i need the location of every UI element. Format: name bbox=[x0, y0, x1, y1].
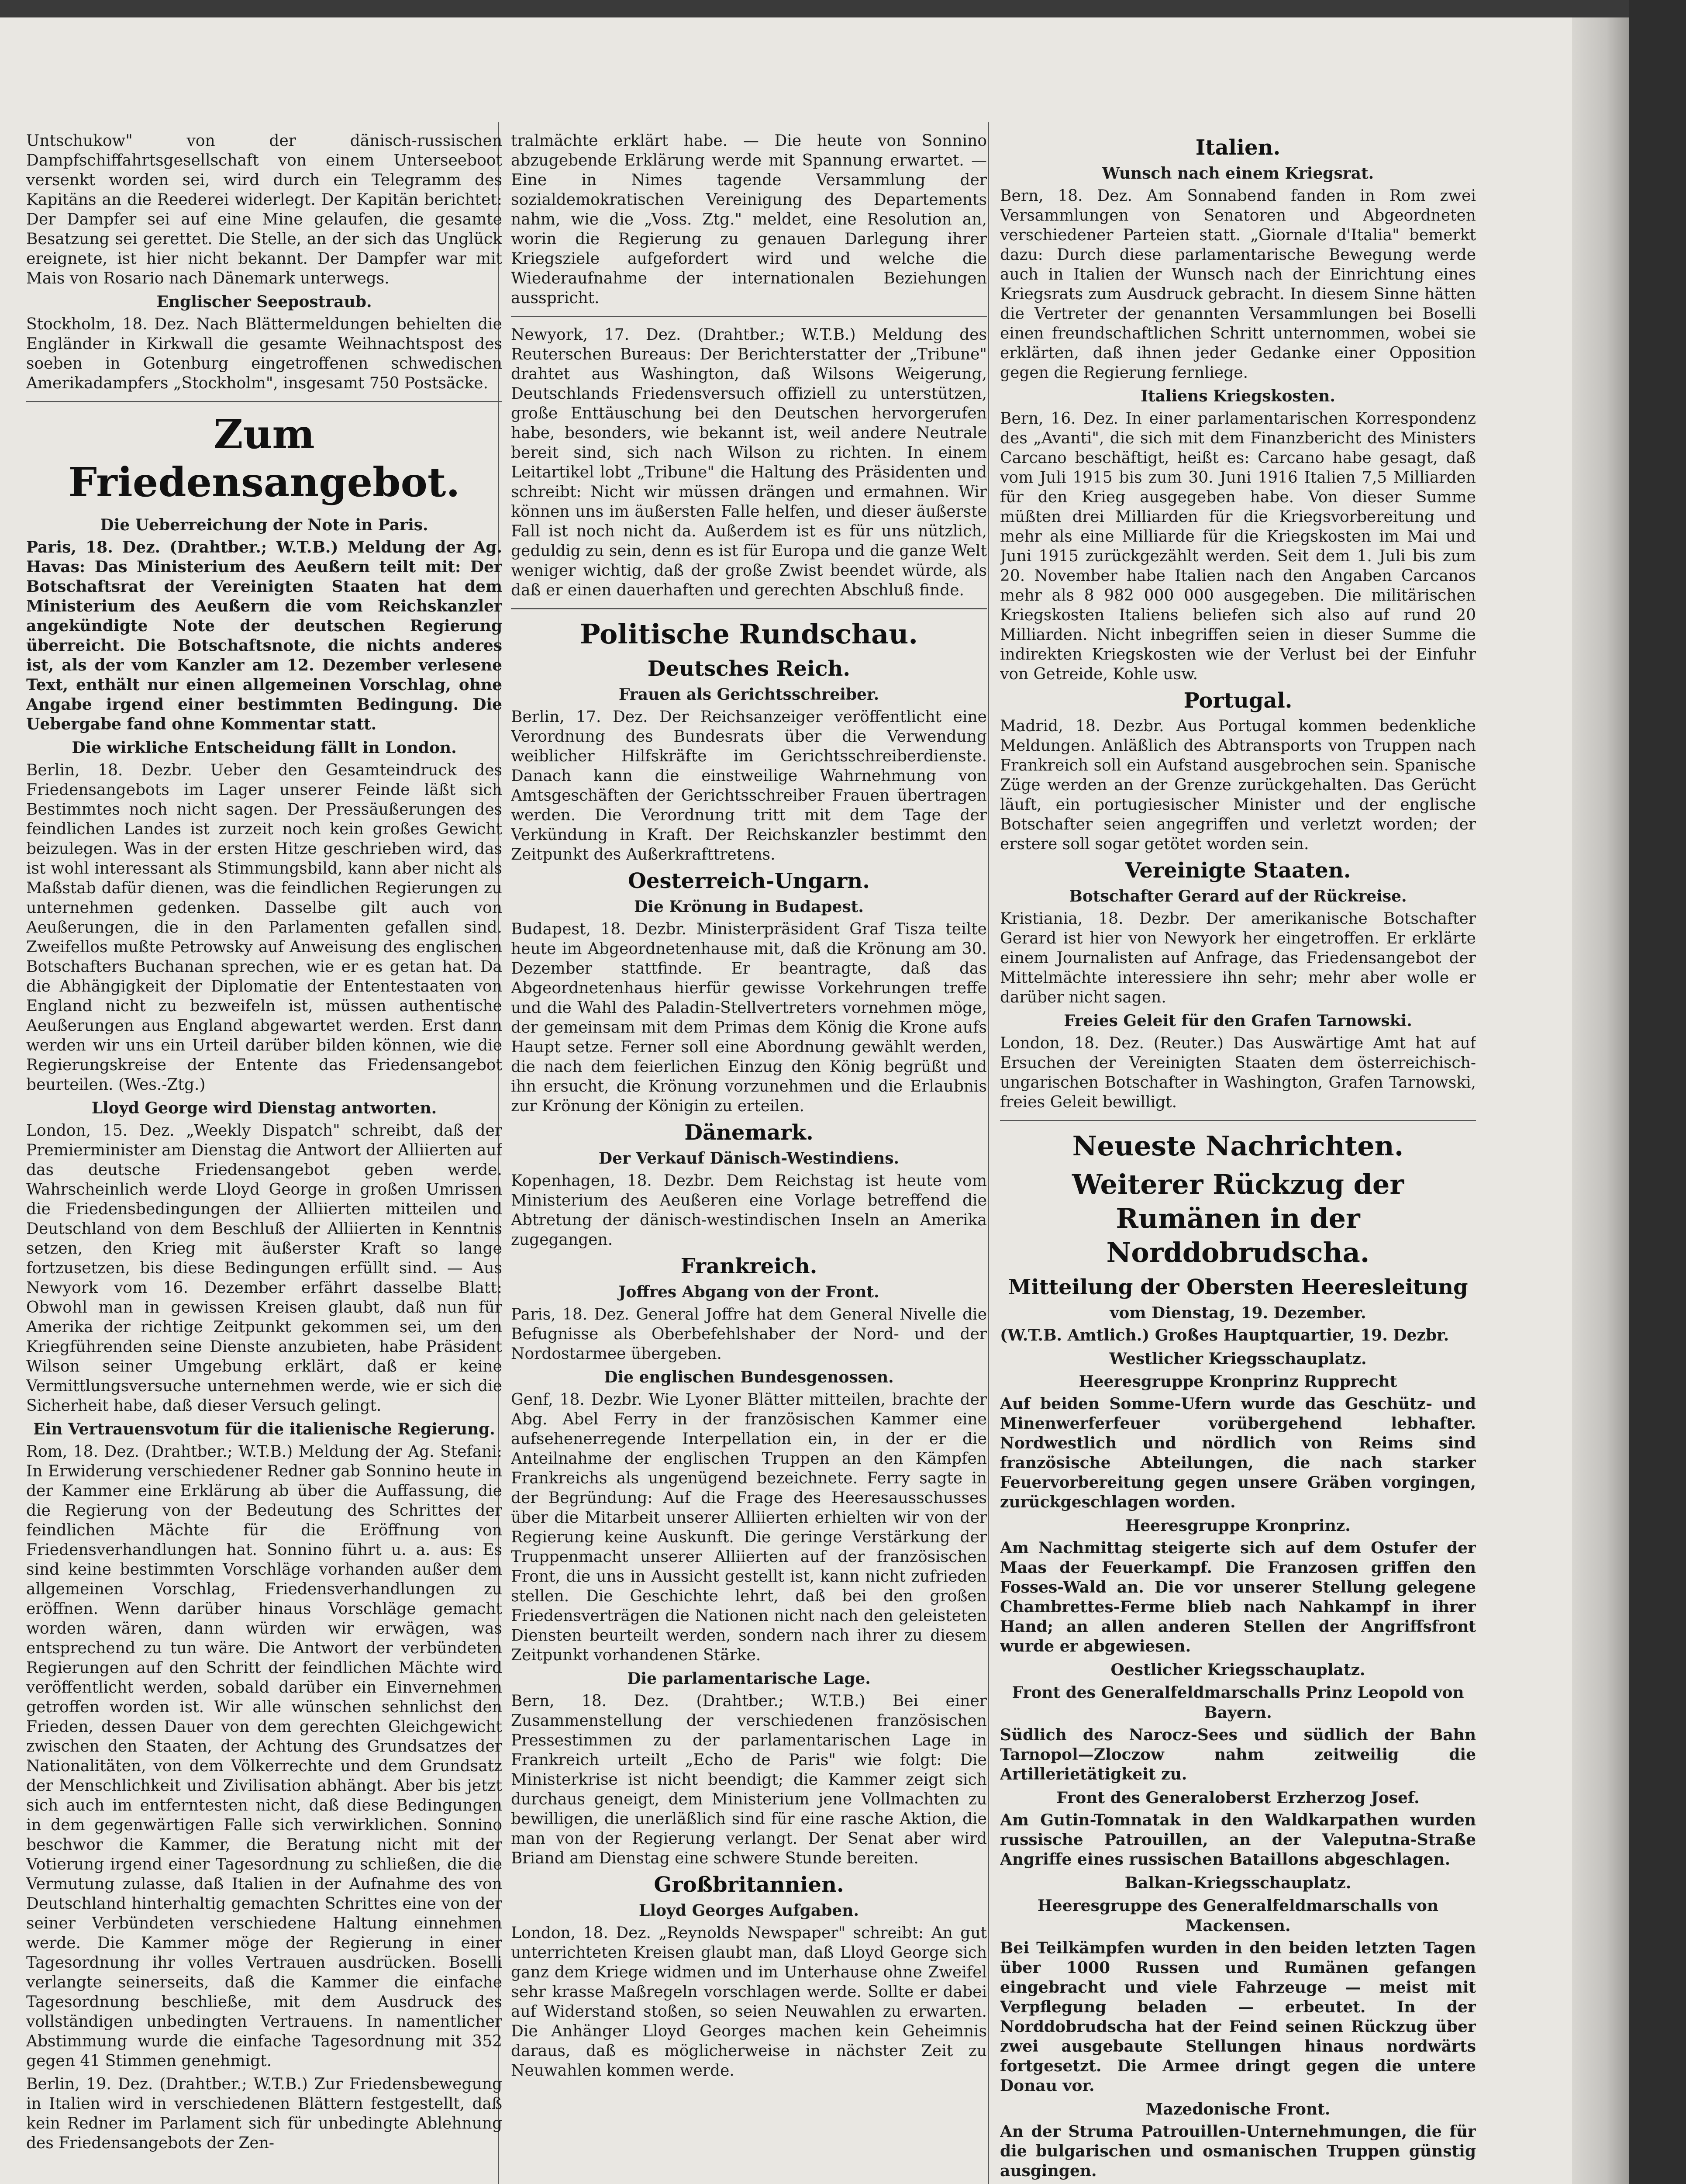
article-subheading: Heeresgruppe Kronprinz Rupprecht bbox=[1079, 1372, 1397, 1391]
article-paragraph: Bei Teilkämpfen wurden in den beiden letzten Tagen über 1000 Russen und Rumänen gefangen eingebracht und viele Fahrzeuge — meist mit Verpflegung beladen — erbeutet. In der Norddobrudscha hat der Feind seinen Rückzug über zwei ausgebaute Stellungen hinaus nordwärts fortgesetzt. Die Armee dringt gegen die untere Donau vor. bbox=[1000, 1939, 1476, 2095]
column-divider bbox=[988, 122, 989, 2184]
article-subheading: Ein Vertrauensvotum für die italienische Regierung. bbox=[33, 1420, 495, 1438]
article-subheading: Die Ueberreichung der Note in Paris. bbox=[100, 516, 428, 534]
article-subheading: Der Verkauf Dänisch-Westindiens. bbox=[598, 1149, 900, 1168]
article-paragraph: Paris, 18. Dez. (Drahtber.; W.T.B.) Meldung der Ag. Havas: Das Ministerium des Aeußern teilt mit: Der Botschaftsrat der Vereinigten Staaten hat dem Ministerium des Aeußern die vom Reichskanzler angekündigte Note der deutschen Regierung überreicht. Die Botschaftsnote, die nichts anderes ist, als der vom Kanzler am 12. Dezember verlesene Text, enthält nur einen allgemeinen Vorschlag, ohne Angabe irgend einer bestimmten Bedingung. Die Uebergabe fand ohne Kommentar statt. bbox=[26, 538, 502, 733]
section-headline: Weiterer Rückzug der Rumänen in der Norddobrudscha. bbox=[1072, 1168, 1404, 1268]
section-headline: Neueste Nachrichten. bbox=[1072, 1130, 1404, 1162]
article-subheading: Italiens Kriegskosten. bbox=[1141, 387, 1335, 405]
section-rule bbox=[511, 608, 987, 609]
column-1 bbox=[26, 131, 502, 2184]
article-subheading: Lloyd Georges Aufgaben. bbox=[639, 1901, 859, 1920]
section-title: Vereinigte Staaten. bbox=[1125, 858, 1351, 883]
article-paragraph: Stockholm, 18. Dez. Nach Blättermeldungen behielten die Engländer in Kirkwall die gesamte Weihnachtspost des soeben in Gotenburg eingetroffenen schwedischen Amerikadampfers „Stockholm", insgesamt 750 Postsäcke. bbox=[26, 315, 502, 392]
article-paragraph: Budapest, 18. Dezbr. Ministerpräsident Graf Tisza teilte heute im Abgeordnetenhause mit, daß die Krönung am 30. Dezember stattfinde. Er beantragte, daß das Abgeordnetenhaus hierfür gewisse Vorkehrungen treffe und die Wahl des Paladin-Stellvertreters vornehmen möge, der gemeinsam mit dem Primas dem König die Krone aufs Haupt setze. Ferner soll eine Abordnung gewählt werden, die nach dem feierlichen Einzug den König begrüßt und ihn ersucht, die Krönung vorzunehmen und die Erlaubnis zur Krönung der Königin zu erteilen. bbox=[511, 920, 987, 1115]
article-subheading: vom Dienstag, 19. Dezember. bbox=[1110, 1304, 1366, 1322]
article-subheading: Mazedonische Front. bbox=[1145, 2100, 1331, 2118]
article-paragraph: Berlin, 19. Dez. (Drahtber.; W.T.B.) Zur Friedensbewegung in Italien wird in verschiedenen Blättern festgestellt, daß kein Redner im Parlament sich für unbedingte Ablehnung des Friedensangebots der Zen- bbox=[26, 2075, 502, 2152]
article-paragraph: Berlin, 17. Dez. Der Reichsanzeiger veröffentlicht eine Verordnung des Bundesrats über die Verwendung weiblicher Hilfskräfte im Gerichtsschreiberdienste. Danach kann die einstweilige Wahrnehmung von Amtsgeschäften der Gerichtsschreiber Frauen übertragen werden. Die Verordnung tritt mit dem Tage der Verkündung in Kraft. Der Reichskanzler bestimmt den Zeitpunkt des Außerkrafttretens. bbox=[511, 708, 987, 864]
section-title: Italien. bbox=[1195, 135, 1281, 160]
scan-border bbox=[1629, 0, 1686, 2184]
article-paragraph: Am Gutin-Tomnatak in den Waldkarpathen wurden russische Patrouillen, an der Valeputna-Straße Angriffe eines russischen Bataillons abgeschlagen. bbox=[1000, 1811, 1476, 1869]
article-subheading: Wunsch nach einem Kriegsrat. bbox=[1102, 164, 1374, 183]
article-subheading: Freies Geleit für den Grafen Tarnowski. bbox=[1064, 1012, 1412, 1030]
section-rule bbox=[511, 316, 987, 317]
article-subheading: Die parlamentarische Lage. bbox=[627, 1669, 871, 1688]
article-subheading: Botschafter Gerard auf der Rückreise. bbox=[1069, 887, 1407, 905]
article-paragraph: Newyork, 17. Dez. (Drahtber.; W.T.B.) Meldung des Reuterschen Bureaus: Der Berichterstatter der „Tribune" drahtet aus Washington, daß Wilsons Weigerung, Deutschlands Friedensversuch offiziell zu unterstützen, große Enttäuschung bei den Deutschen hervorgerufen habe, besonders, wie bekannt ist, weil andere Neutrale bereit sind, sich nach Wilson zu richten. In einem Leitartikel lobt „Tribune" die Haltung des Präsidenten und schreibt: Nicht wir müssen drängen und ermahnen. Wir können uns im äußersten Falle helfen, und dieser äußerste Fall ist noch nicht da. Außerdem ist es für uns nützlich, geduldig zu sein, denn es ist für Europa und die ganze Welt weniger wichtig, daß der große Zwist beendet würde, als daß er einen dauerhaften und gerechten Abschluß finde. bbox=[511, 326, 987, 599]
article-paragraph: Am Nachmittag steigerte sich auf dem Ostufer der Maas der Feuerkampf. Die Franzosen griffen den Fosses-Wald an. Die vor unserer Stellung gelegene Chambrettes-Ferme blieb nach Nahkampf in ihrer Hand; an allen anderen Stellen der Angriffsfront wurde er abgewiesen. bbox=[1000, 1539, 1476, 1655]
article-subheading: Balkan-Kriegsschauplatz. bbox=[1124, 1874, 1352, 1892]
section-title: Portugal. bbox=[1183, 688, 1293, 713]
article-subheading: Englischer Seepostraub. bbox=[156, 293, 372, 311]
section-title: Deutsches Reich. bbox=[647, 657, 851, 681]
section-rule bbox=[26, 401, 502, 402]
article-subheading: Heeresgruppe Kronprinz. bbox=[1125, 1517, 1351, 1535]
article-subheading: Die wirkliche Entscheidung fällt in London. bbox=[72, 739, 457, 757]
article-paragraph: Auf beiden Somme-Ufern wurde das Geschütz- und Minenwerferfeuer vorübergehend lebhafter. Nordwestlich und nördlich von Reims sind französische Abteilungen, die nach starker Feuervorbereitung gegen unsere Gräben vorgingen, zurückgeschlagen worden. bbox=[1000, 1395, 1476, 1511]
section-title: Großbritannien. bbox=[654, 1873, 844, 1897]
article-paragraph: Rom, 18. Dez. (Drahtber.; W.T.B.) Meldung der Ag. Stefani: In Erwiderung verschiedener Redner gab Sonnino heute in der Kammer eine Erklärung ab über die Auffassung, die die Regierung von der Bedeutung des Schrittes der feindlichen Mächte für die Eröffnung von Friedensverhandlungen hat. Sonnino führt u. a. aus: Es sind keine bestimmten Vorschläge vorhanden außer dem allgemeinen Vorschlag, Friedensverhandlungen zu eröffnen. Wenn darüber hinaus Vorschläge gemacht worden wären, dann würden wir erwägen, was entsprechend zu tun wäre. Die Antwort der verbündeten Regierungen auf den Schritt der feindlichen Mächte wird veröffentlicht werden, sobald darüber ein Einvernehmen getroffen worden ist. Wir alle wünschen sehnlichst den Frieden, dessen Dauer von dem gerechten Gleichgewicht zwischen den Staaten, der Achtung des Grundsatzes der Nationalitäten, von dem Völkerrechte und dem Grundsatz der Menschlichkeit und Zivilisation abhängt. Aber bis jetzt sich auch im entferntesten nicht, daß diese Bedingungen in dem gegenwärtigen Falle sich verwirklichen. Sonnino beschwor die Kammer, die Beratung nicht mit der Votierung irgend einer Tagesordnung zu schließen, die die Vermutung zulasse, daß Italien in der Aufnahme des von Deutschland hinterhaltig gemachten Schrittes eine von der seiner Verbündeten verschiedene Haltung einnehmen werde. Die Kammer möge der Regierung in einer Tagesordnung ihr volles Vertrauen ausdrücken. Boselli verlangte seinerseits, daß die Kammer die einfache Tagesordnung beschließe, mit dem Ausdruck des vollständigen unbedingten Vertrauens. In namentlicher Abstimmung wurde die einfache Tagesordnung mit 352 gegen 41 Stimmen genehmigt. bbox=[26, 1443, 502, 2070]
article-paragraph: Berlin, 18. Dezbr. Ueber den Gesamteindruck des Friedensangebots im Lager unserer Feinde läßt sich Bestimmtes noch nicht sagen. Der Pressäußerungen des feindlichen Landes ist zurzeit noch kein großes Gewicht beizulegen. Was in der ersten Hitze geschrieben wird, das ist wohl interessant als Stimmungsbild, kann aber nicht als Maßstab dafür dienen, was die feindlichen Regierungen zu unternehmen gedenken. Dasselbe gilt auch von Aeußerungen, die in den Parlamenten gefallen sind. Zweifellos mußte Petrowsky auf Anweisung des englischen Botschafters Buchanan sprechen, wie er es getan hat. Da die Abhängigkeit der Diplomatie der Ententestaaten von England nicht zu bezweifeln ist, müssen authentische Aeußerungen aus England abgewartet werden. Erst dann werden wir uns ein Urteil darüber bilden können, wie die Regierungskreise der Entente das Friedensangebot beurteilen. (Wes.-Ztg.) bbox=[26, 761, 502, 1094]
article-subheading: Heeresgruppe des Generalfeldmarschalls von Mackensen. bbox=[1037, 1897, 1439, 1935]
article-paragraph: Paris, 18. Dez. General Joffre hat dem General Nivelle die Befugnisse als Oberbefehlshaber der Nord- und der Nordostarmee übergeben. bbox=[511, 1306, 987, 1363]
article-paragraph: Bern, 18. Dez. (Drahtber.; W.T.B.) Bei einer Zusammenstellung der verschiedenen französischen Pressestimmen zu der parlamentarischen Lage in Frankreich urteilt „Echo de Paris" wie folgt: Die Ministerkrise ist nicht beendigt; die Kammer zeigt sich durchaus geneigt, dem Ministerium jene Vollmachten zu bewilligen, die unerläßlich sind für eine rasche Aktion, die man von der Regierung verlangt. Der Senat aber wird Briand am Dienstag eine schwere Stunde bereiten. bbox=[511, 1692, 987, 1867]
column-3 bbox=[1000, 131, 1476, 2184]
article-paragraph: An der Struma Patrouillen-Unternehmungen, die für die bulgarischen und osmanischen Truppen günstig ausgingen. bbox=[1000, 2122, 1476, 2180]
section-title: Mitteilung der Obersten Heeresleitung bbox=[1008, 1275, 1468, 1299]
article-paragraph: Untschukow" von der dänisch-russischen Dampfschiffahrtsgesellschaft von einem Unterseeboot versenkt worden sei, wird durch ein Telegramm des Kapitäns an die Reederei widerlegt. Der Kapitän berichtet: Der Dampfer sei auf eine Mine gelaufen, die gesamte Besatzung sei gerettet. Die Stelle, an der sich das Unglück ereignete, ist hier nicht bekannt. Der Dampfer war mit Mais von Rosario nach Dänemark unterwegs. bbox=[26, 132, 502, 287]
section-title: Oesterreich-Ungarn. bbox=[628, 869, 870, 893]
article-paragraph: London, 15. Dez. „Weekly Dispatch" schreibt, daß der Premierminister am Dienstag die Antwort der Alliierten auf das deutsche Friedensangebot geben werde. Wahrscheinlich werde Lloyd George in großen Umrissen die Friedensbedingungen der Alliierten mitteilen und Deutschland von dem Beschluß der Alliierten in Kenntnis setzen, den Krieg mit äußerster Kraft so lange fortzusetzen, bis diese Bedingungen erfüllt sind. — Aus Newyork vom 16. Dezember erfährt dasselbe Blatt: Obwohl man in gewissen Kreisen glaubt, daß nun für Amerika der richtige Zeitpunkt gekommen sei, um den Kriegführenden seine Dienste anzubieten, habe Präsident Wilson seiner Umgebung erklärt, daß er keine Vermittlungsversuche unternehmen werde, wie er sich die Sicherheit habe, daß dieser Versuch gelingt. bbox=[26, 1122, 502, 1415]
article-paragraph: Bern, 16. Dez. In einer parlamentarischen Korrespondenz des „Avanti", die sich mit dem Finanzbericht des Ministers Carcano beschäftigt, heißt es: Carcano habe gesagt, daß vom Juli 1915 bis zum 30. Juni 1916 Italien 7,5 Milliarden für den Krieg ausgegeben habe. Von dieser Summe müßten drei Milliarden für die Kriegsvorbereitung und mehr als eine Milliarde für die Kriegskosten im Mai und Juni 1915 zurückgezählt werden. Seit dem 1. Juli bis zum 20. November habe Italien nach den Angaben Carcanos mehr als 8 982 000 000 ausgegeben. Die militärischen Kriegskosten Italiens beliefen sich also auf rund 20 Milliarden. Nicht inbegriffen seien in dieser Summe die indirekten Kriegskosten wie der Verlust bei der Einfuhr von Getreide, Kohle usw. bbox=[1000, 410, 1476, 683]
section-title: Dänemark. bbox=[684, 1120, 814, 1145]
page-binding-edge bbox=[1572, 17, 1629, 2184]
column-2 bbox=[511, 131, 987, 2184]
article-subheading: Front des Generaloberst Erzherzog Josef. bbox=[1056, 1789, 1420, 1807]
article-subheading: Westlicher Kriegsschauplatz. bbox=[1109, 1350, 1367, 1368]
article-subheading: Oestlicher Kriegsschauplatz. bbox=[1110, 1661, 1365, 1679]
article-paragraph: Madrid, 18. Dezbr. Aus Portugal kommen bedenkliche Meldungen. Anläßlich des Abtransports von Truppen nach Frankreich soll ein Aufstand ausgebrochen sein. Spanische Züge werden an der Grenze zurückgehalten. Das Gerücht läuft, ein portugiesischer Minister und der englische Botschafter seien angegriffen und verletzt worden; der erstere soll sogar getötet worden sein. bbox=[1000, 717, 1476, 853]
article-subheading: Die englischen Bundesgenossen. bbox=[604, 1368, 894, 1386]
article-paragraph: London, 18. Dez. „Reynolds Newspaper" schreibt: An gut unterrichteten Kreisen glaubt man, daß Lloyd George sich ganz dem Kriege widmen und im Unterhause ohne Zweifel sehr krasse Maßregeln vorschlagen werde. Sollte er dabei auf Widerstand stoßen, so seien Neuwahlen zu erwarten. Die Anhänger Lloyd Georges machen kein Geheimnis daraus, daß es möglicherweise in nächster Zeit zu Neuwahlen kommen werde. bbox=[511, 1924, 987, 2080]
article-paragraph: Südlich des Narocz-Sees und südlich der Bahn Tarnopol—Zloczow nahm zeitweilig die Artillerietätigkeit zu. bbox=[1000, 1726, 1476, 1783]
article-paragraph: tralmächte erklärt habe. — Die heute von Sonnino abzugebende Erklärung werde mit Spannung erwartet. — Eine in Nimes tagende Versammlung der sozialdemokratischen Vereinigung des Departements nahm, wie die „Voss. Ztg." meldet, eine Resolution an, worin die Regierung zu genauen Darlegung ihrer Kriegsziele aufgefordert wird und welche die Wiederaufnahme der internationalen Beziehungen ausspricht. bbox=[511, 132, 987, 307]
article-paragraph: London, 18. Dez. (Reuter.) Das Auswärtige Amt hat auf Ersuchen der Vereinigten Staaten dem österreichisch-ungarischen Botschafter in Washington, Grafen Tarnowski, freies Geleit bewilligt. bbox=[1000, 1034, 1476, 1111]
article-subheading: Die Krönung in Budapest. bbox=[634, 898, 864, 916]
section-rule bbox=[1000, 1120, 1476, 1121]
article-paragraph: Kopenhagen, 18. Dezbr. Dem Reichstag ist heute vom Ministerium des Aeußeren eine Vorlage betreffend die Abtretung der dänisch-westindischen Inseln an Amerika zugegangen. bbox=[511, 1172, 987, 1249]
article-subheading: Lloyd George wird Dienstag antworten. bbox=[91, 1099, 437, 1117]
article-subheading: Frauen als Gerichtsschreiber. bbox=[618, 685, 879, 704]
section-title: Frankreich. bbox=[680, 1254, 817, 1279]
article-subheading: Joffres Abgang von der Front. bbox=[618, 1283, 879, 1301]
article-subheading: Front des Generalfeldmarschalls Prinz Leopold von Bayern. bbox=[1012, 1683, 1464, 1722]
headline: Zum Friedensangebot. bbox=[68, 411, 460, 506]
section-headline: Politische Rundschau. bbox=[580, 618, 918, 650]
article-paragraph: Genf, 18. Dezbr. Wie Lyoner Blätter mitteilen, brachte der Abg. Abel Ferry in der französischen Kammer eine aufsehenerregende Interpellation ein, in der er die Anteilnahme der englischen Truppen an den Kämpfen Frankreichs als ungenügend bezeichnete. Ferry sagte in der Begründung: Auf die Frage des Heeresausschusses über die Mitarbeit unserer Alliierten erhielten wir von der Regierung keine Auskunft. Die geringe Verstärkung der Truppenmacht unserer Alliierten auf der französischen Front, die uns in Aussicht gestellt ist, kann nicht zufrieden stellen. Die Geschichte lehrt, daß bei den großen Friedensverträgen die Nationen nicht nach den geleisteten Diensten beurteilt werden, sondern nach ihrer zu diesem Zeitpunkt vorhandenen Stärke. bbox=[511, 1391, 987, 1664]
article-paragraph: Kristiania, 18. Dezbr. Der amerikanische Botschafter Gerard ist hier von Newyork her eingetroffen. Er erklärte einem Journalisten auf Anfrage, das Friedensangebot der Mittelmächte interessiere ihn sehr; mehr aber wolle er darüber nicht sagen. bbox=[1000, 910, 1476, 1006]
article-paragraph: (W.T.B. Amtlich.) Großes Hauptquartier, 19. Dezbr. bbox=[1000, 1326, 1449, 1344]
article-paragraph: Bern, 18. Dez. Am Sonnabend fanden in Rom zwei Versammlungen von Senatoren und Abgeordneten verschiedener Parteien statt. „Giornale d'Italia" bemerkt dazu: Durch diese parlamentarische Bewegung werde auch in Italien der Wunsch nach der Einrichtung eines Kriegsrats zum Ausdruck gebracht. In diesem Sinne hätten die Vertreter der genannten Versammlungen bei Boselli einen freundschaftlichen Schritt unternommen, wobei sie erklärten, daß ihnen jeder Gedanke einer Opposition gegen die Regierung fernliege. bbox=[1000, 187, 1476, 382]
